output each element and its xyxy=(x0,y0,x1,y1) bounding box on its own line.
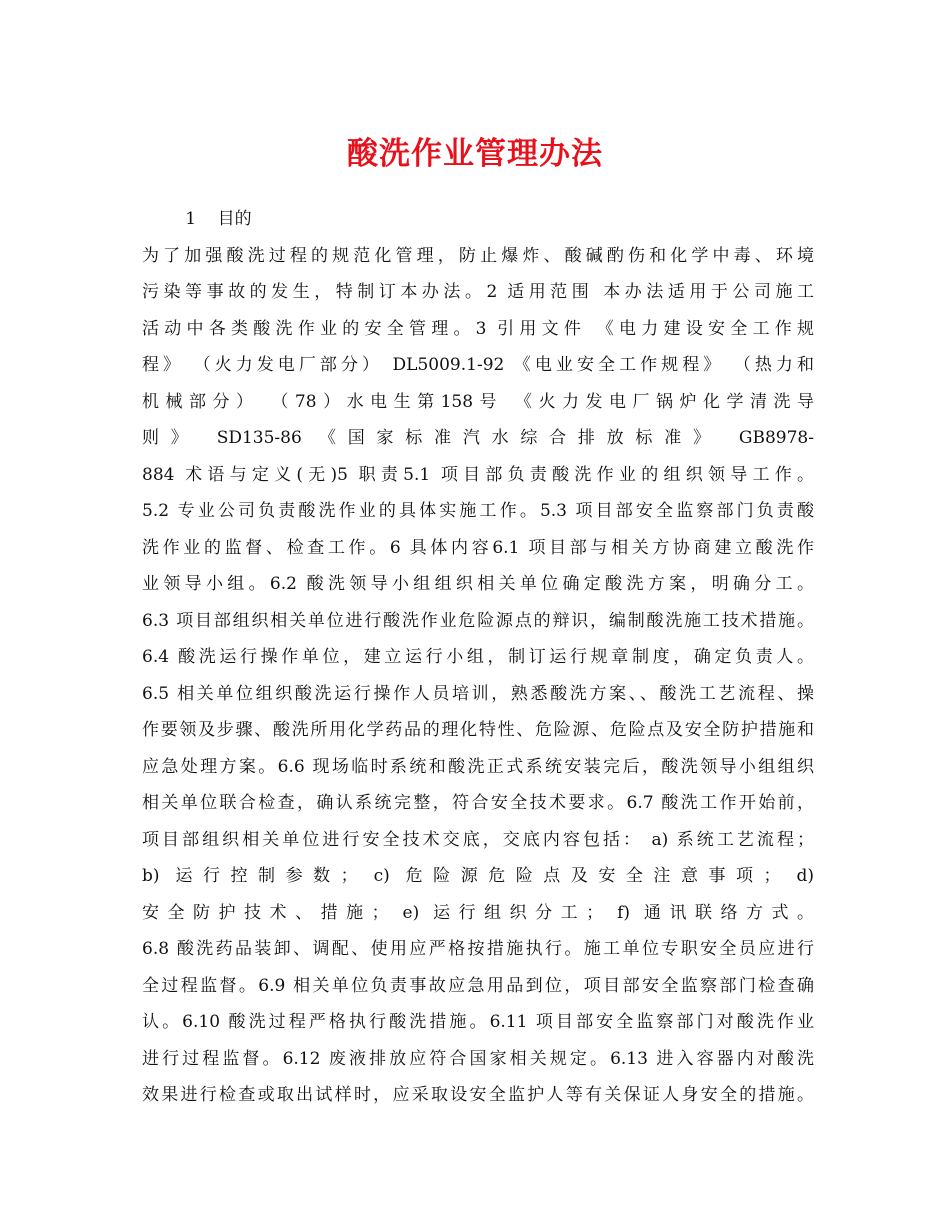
body-line: 安全防护技术、措施； e) 运行组织分工； f) 通讯联络方式。 xyxy=(142,902,814,923)
body-line: 活动中各类酸洗作业的安全管理。3 引用文件 《电力建设安全工作规 xyxy=(142,318,814,339)
body-line: b) 运行控制参数； c) 危险源危险点及安全注意事项； d) xyxy=(142,866,814,886)
body-line: 洗作业的监督、检查工作。6 具体内容6.1 项目部与相关方协商建立酸洗作 xyxy=(142,537,814,558)
body-line: 进行过程监督。6.12 废液排放应符合国家相关规定。6.13 进入容器内对酸洗 xyxy=(142,1048,814,1069)
body-line: 相关单位联合检查，确认系统完整，符合安全技术要求。6.7 酸洗工作开始前， xyxy=(142,793,814,813)
body-line: 6.8 酸洗药品装卸、调配、使用应严格按措施执行。施工单位专职安全员应进行 xyxy=(142,939,814,959)
document-body xyxy=(142,201,814,1114)
body-line: 为了加强酸洗过程的规范化管理，防止爆炸、酸碱酌伤和化学中毒、环境 xyxy=(142,245,814,266)
body-line: 884 术语与定义(无)5 职责5.1 项目部负责酸洗作业的组织领导工作。 xyxy=(142,464,814,485)
body-line: 6.3 项目部组织相关单位进行酸洗作业危险源点的辩识，编制酸洗施工技术措施。 xyxy=(142,610,814,631)
body-line: 6.5 相关单位组织酸洗运行操作人员培训，熟悉酸洗方案、、酸洗工艺流程、操 xyxy=(142,683,814,704)
body-line: 应急处理方案。6.6 现场临时系统和酸洗正式系统安装完后，酸洗领导小组组织 xyxy=(142,756,814,777)
body-line: 机械部分） （78）水电生第158号 《火力发电厂锅炉化学清洗导 xyxy=(142,391,814,412)
body-line: 6.4 酸洗运行操作单位，建立运行小组，制订运行规章制度，确定负责人。 xyxy=(142,647,814,667)
body-line: 5.2 专业公司负责酸洗作业的具体实施工作。5.3 项目部安全监察部门负责酸 xyxy=(142,501,814,521)
body-line: 业领导小组。6.2 酸洗领导小组组织相关单位确定酸洗方案，明确分工。 xyxy=(142,574,814,594)
body-line: 作要领及步骤、酸洗所用化学药品的理化特性、危险源、危险点及安全防护措施和 xyxy=(142,720,814,740)
body-line: 1 目的 xyxy=(142,209,252,229)
body-line: 项目部组织相关单位进行安全技术交底，交底内容包括： a) 系统工艺流程； xyxy=(142,829,814,850)
body-line: 认。6.10 酸洗过程严格执行酸洗措施。6.11 项目部安全监察部门对酸洗作业 xyxy=(142,1012,814,1032)
body-line: 效果进行检查或取出试样时，应采取设安全监护人等有关保证人身安全的措施。 xyxy=(142,1085,814,1105)
document-title: 酸洗作业管理办法 xyxy=(347,136,603,172)
body-line: 污染等事故的发生，特制订本办法。2 适用范围 本办法适用于公司施工 xyxy=(142,282,814,302)
body-line: 程》 （火力发电厂部分） DL5009.1-92 《电业安全工作规程》 （热力和 xyxy=(142,355,814,375)
body-line: 全过程监督。6.9 相关单位负责事故应急用品到位，项目部安全监察部门检查确 xyxy=(142,975,814,996)
body-line: 则》 SD135-86 《国家标准汽水综合排放标准》 GB8978- xyxy=(142,428,814,448)
